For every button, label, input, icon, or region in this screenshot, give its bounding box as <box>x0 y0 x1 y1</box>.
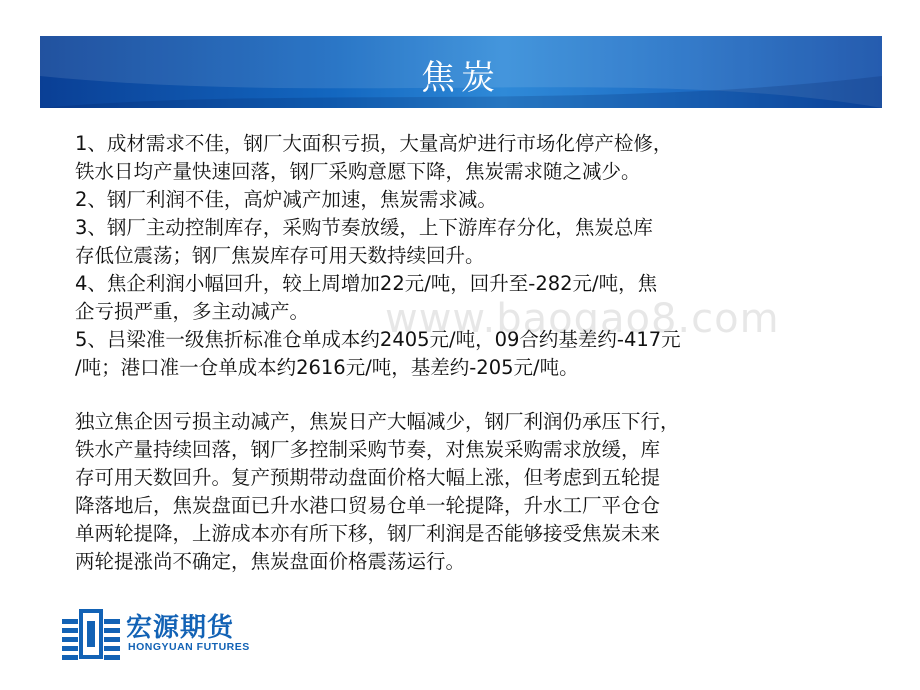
point-line: 铁水日均产量快速回落，钢厂采购意愿下降，焦炭需求随之减少。 <box>75 160 641 183</box>
summary-line: 两轮提涨尚不确定，焦炭盘面价格震荡运行。 <box>75 550 466 573</box>
summary-line: 单两轮提降，上游成本亦有所下移，钢厂利润是否能够接受焦炭未来 <box>75 522 661 545</box>
slide-content <box>75 130 865 576</box>
company-logo <box>62 605 272 665</box>
point-line: 1、成材需求不佳，钢厂大面积亏损，大量高炉进行市场化停产检修， <box>75 132 673 155</box>
logo-name-cn: 宏源期货 <box>126 613 235 643</box>
point-line: 3、钢厂主动控制库存，采购节奏放缓，上下游库存分化，焦炭总库 <box>75 216 653 239</box>
point-line: /吨；港口准一仓单成本约2616元/吨，基差约-205元/吨。 <box>75 356 579 379</box>
watermark: www.baogao8.com <box>385 296 780 342</box>
paragraph-spacer <box>75 382 865 408</box>
summary-line: 独立焦企因亏损主动减产，焦炭日产大幅减少，钢厂利润仍承压下行， <box>75 410 680 433</box>
summary-line: 降落地后，焦炭盘面已升水港口贸易仓单一轮提降，升水工厂平仓仓 <box>75 494 661 517</box>
summary-line: 铁水产量持续回落，钢厂多控制采购节奏，对焦炭采购需求放缓，库 <box>75 438 661 461</box>
point-line: 存低位震荡；钢厂焦炭库存可用天数持续回升。 <box>75 244 485 267</box>
hongyuan-logo-icon <box>62 605 120 661</box>
point-line: 2、钢厂利润不佳，高炉减产加速，焦炭需求减。 <box>75 188 497 211</box>
summary-line: 存可用天数回升。复产预期带动盘面价格大幅上涨，但考虑到五轮提 <box>75 466 661 489</box>
logo-name-en: HONGYUAN FUTURES <box>128 641 250 653</box>
point-line: 4、焦企利润小幅回升，较上周增加22元/吨，回升至-282元/吨，焦 <box>75 272 658 295</box>
slide-title: 焦炭 <box>421 58 501 98</box>
title-banner <box>40 36 882 108</box>
point-line: 5、吕梁准一级焦折标准仓单成本约2405元/吨，09合约基差约-417元 <box>75 328 681 351</box>
point-line: 企亏损严重，多主动减产。 <box>75 300 310 323</box>
